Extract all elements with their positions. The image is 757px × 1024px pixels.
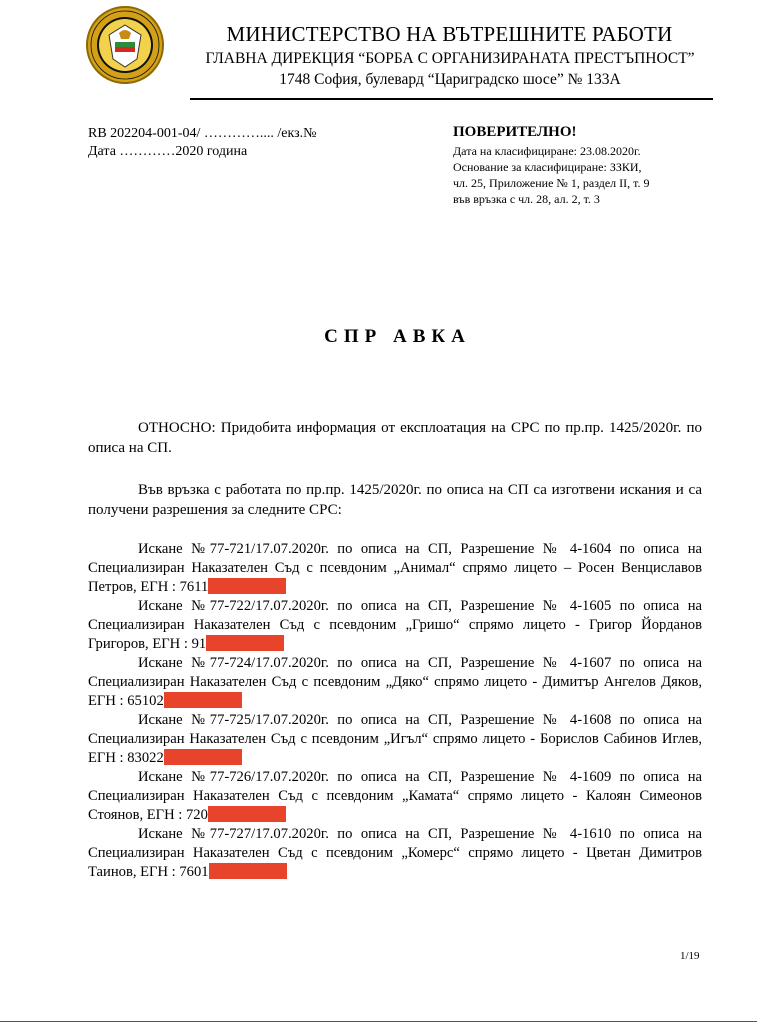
document-meta <box>88 125 317 161</box>
request-text: Искане №77-725/17.07.2020г. по описа на СП, Разрешение № 4-1608 по описа на Специализиран Наказателен Съд с псевдоним „Игъл“ спрямо лицето - Борислов Сабинов Иглев, ЕГН : <box>88 712 702 766</box>
ministry-name: МИНИСТЕРСТВО НА ВЪТРЕШНИТЕ РАБОТИ <box>226 22 673 46</box>
page-bottom-edge <box>0 1021 757 1022</box>
egn-prefix: 7611 <box>179 579 209 595</box>
classification-line: Основание за класифициране: ЗЗКИ, <box>453 160 642 174</box>
request-item <box>88 597 702 654</box>
request-text: Искане №77-724/17.07.2020г. по описа на СП, Разрешение № 4-1607 по описа на Специализиран Наказателен Съд с псевдоним „Дяко“ спрямо лицето - Димитър Ангелов Дяков, ЕГН : <box>88 655 702 709</box>
redaction-box <box>209 863 287 879</box>
egn-prefix: 720 <box>186 807 208 823</box>
request-text: Искане №77-721/17.07.2020г. по описа на СП, Разрешение № 4-1604 по описа на Специализиран Наказателен Съд с псевдоним „Анимал“ спрямо лицето – Росен Венциславов Петров, ЕГН : <box>88 541 702 595</box>
address: 1748 София, булевард “Цариградско шосе” № 133А <box>279 71 621 88</box>
document-title: СПР АВКА <box>324 326 471 347</box>
request-text: Искане №77-722/17.07.2020г. по описа на СП, Разрешение № 4-1605 по описа на Специализиран Наказателен Съд с псевдоним „Гришо“ спрямо лицето - Григор Йорданов Григоров, ЕГН : <box>88 598 702 652</box>
egn-prefix: 91 <box>191 636 207 652</box>
directorate-name: ГЛАВНА ДИРЕКЦИЯ “БОРБА С ОРГАНИЗИРАНАТА ПРЕСТЪПНОСТ” <box>205 50 695 67</box>
redaction-box <box>164 749 242 765</box>
classification-line: Дата на класифициране: 23.08.2020г. <box>453 144 641 158</box>
subject-paragraph: ОТНОСНО: Придобита информация от експлоатация на СРС по пр.пр. 1425/2020г. по описа на СП. <box>88 420 702 456</box>
egn-prefix: 83022 <box>127 750 164 766</box>
intro-paragraph: Във връзка с работата по пр.пр. 1425/2020г. по описа на СП са изготвени искания и са получени разрешения за следните СРС: <box>88 482 702 518</box>
egn-prefix: 65102 <box>127 693 164 709</box>
page-number: 1/19 <box>680 950 700 962</box>
document-date: Дата …………2020 година <box>88 144 248 159</box>
reference-number: RB 202204-001-04/ ………….... /екз.№ <box>88 126 317 141</box>
ministry-logo <box>85 5 165 85</box>
header-divider <box>190 98 713 100</box>
redaction-box <box>208 578 286 594</box>
classification-details <box>453 143 649 207</box>
redaction-box <box>208 806 286 822</box>
request-text: Искане №77-726/17.07.2020г. по описа на СП, Разрешение № 4-1609 по описа на Специализиран Наказателен Съд с псевдоним „Камата“ спрямо лицето - Калоян Симеонов Стоянов, ЕГН : <box>88 769 702 823</box>
requests-list <box>88 540 702 882</box>
request-item <box>88 711 702 768</box>
request-item <box>88 654 702 711</box>
classification-label: ПОВЕРИТЕЛНО! <box>453 124 577 140</box>
request-text: Искане №77-727/17.07.2020г. по описа на СП, Разрешение № 4-1610 по описа на Специализиран Наказателен Съд с псевдоним „Комерс“ спрямо лицето - Цветан Димитров Таинов, ЕГН : <box>88 826 702 880</box>
request-item <box>88 768 702 825</box>
egn-prefix: 7601 <box>179 864 209 880</box>
classification-line: чл. 25, Приложение № 1, раздел II, т. 9 <box>453 176 650 190</box>
redaction-box <box>206 635 284 651</box>
request-item <box>88 825 702 882</box>
redaction-box <box>164 692 242 708</box>
classification-line: във връзка с чл. 28, ал. 2, т. 3 <box>453 192 600 206</box>
request-item <box>88 540 702 597</box>
